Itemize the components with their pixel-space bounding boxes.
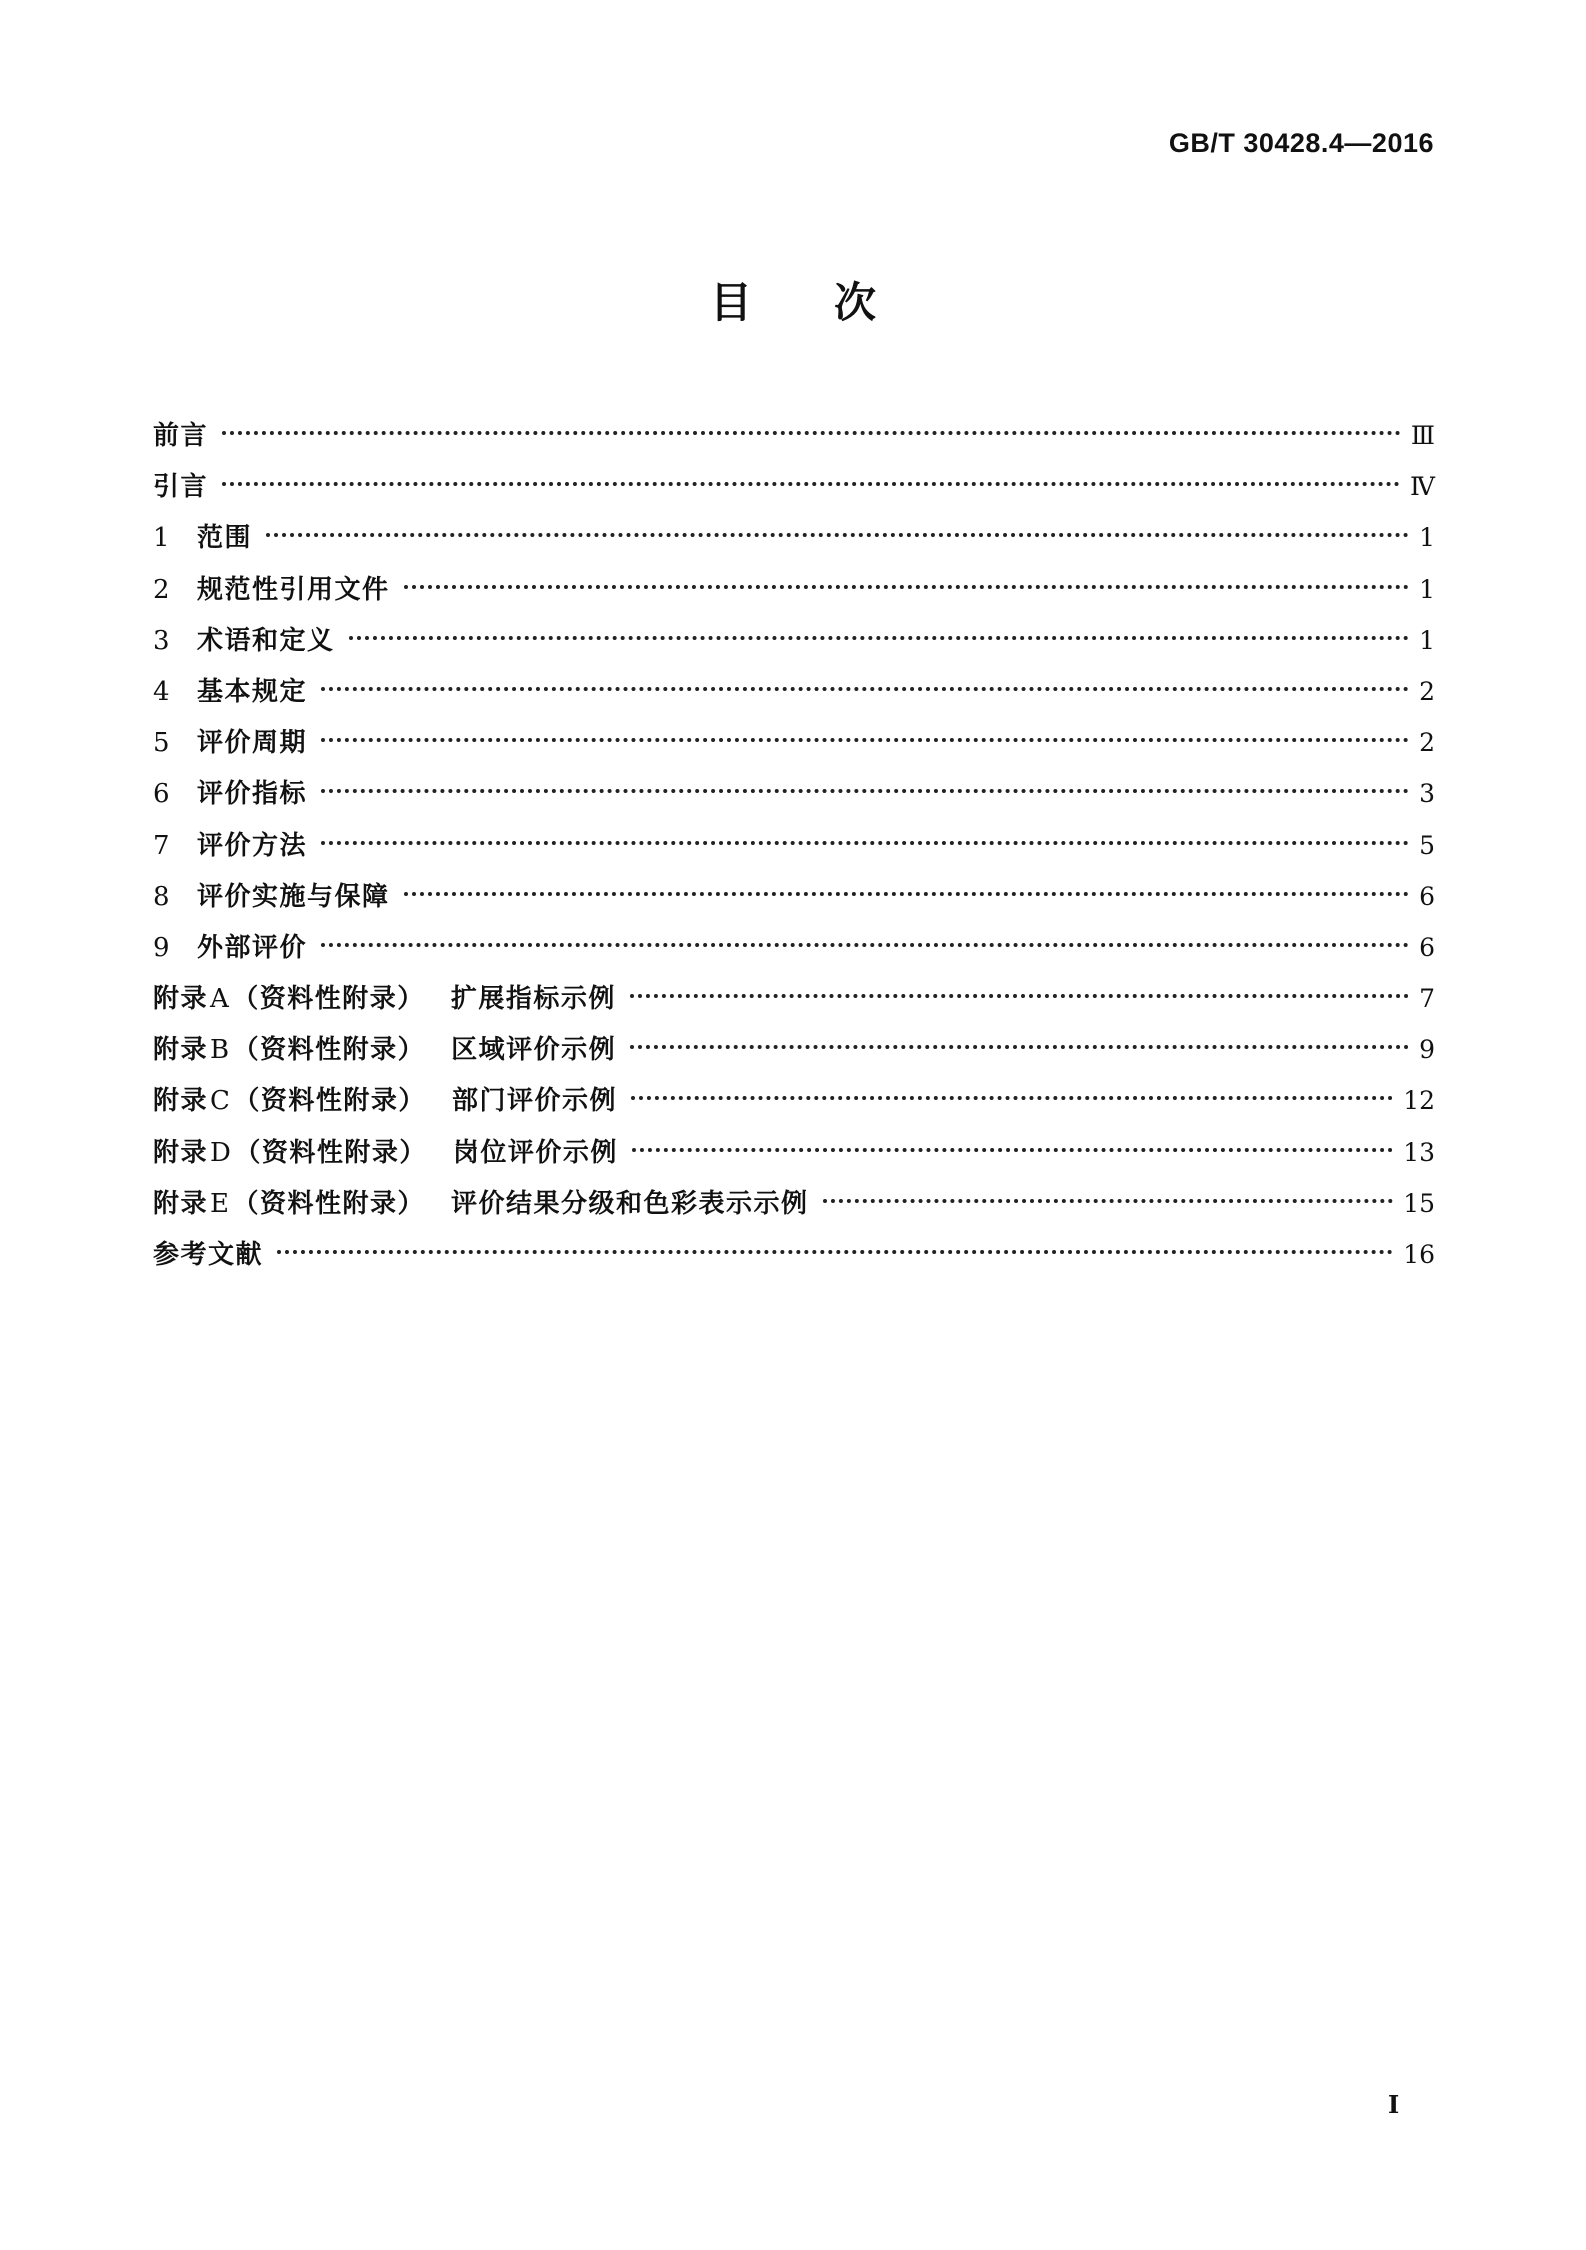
annex-letter: C <box>210 1086 232 1117</box>
annex-type: （资料性附录） <box>232 984 425 1015</box>
toc-entry-label: 评价实施与保障 <box>197 881 390 912</box>
standard-code: GB/T 30428.4—2016 <box>1168 128 1434 158</box>
annex-type: （资料性附录） <box>232 1035 426 1066</box>
toc-entry-page: Ⅲ <box>1410 421 1435 450</box>
toc-entry-clause-2[interactable] <box>153 564 1435 615</box>
toc-entry-annex-c[interactable] <box>153 1075 1435 1126</box>
annex-prefix: 附录 <box>153 1188 209 1219</box>
dot-leader <box>349 636 1409 640</box>
toc-entry-annex-e[interactable] <box>153 1178 1435 1229</box>
toc-entry-label <box>153 1128 618 1179</box>
toc-entry-page: 3 <box>1419 779 1435 809</box>
toc-entry-number: 7 <box>153 830 170 861</box>
dot-leader <box>277 1250 1393 1254</box>
toc-entry-page: 16 <box>1403 1240 1435 1269</box>
toc-entry-number: 1 <box>153 523 170 554</box>
toc-entry-clause-3[interactable] <box>153 615 1435 666</box>
toc-entry-bibliography[interactable] <box>153 1229 1435 1280</box>
toc-entry-label: 范围 <box>197 523 253 554</box>
annex-type: （资料性附录） <box>233 1086 426 1117</box>
toc-entry-foreword[interactable] <box>153 410 1435 461</box>
dot-leader <box>321 943 1409 947</box>
toc-entry-label <box>153 1076 617 1127</box>
annex-type: （资料性附录） <box>232 1188 426 1219</box>
toc-entry-number: 4 <box>153 676 170 707</box>
toc-entry-label: 前言 <box>153 421 209 451</box>
toc-entry-label: 评价指标 <box>197 779 308 810</box>
annex-title: 部门评价示例 <box>451 1086 617 1117</box>
toc-entry-number: 8 <box>153 881 170 912</box>
dot-leader <box>404 585 1409 589</box>
toc-entry-introduction[interactable] <box>153 461 1435 512</box>
dot-leader <box>404 892 1409 896</box>
annex-title: 岗位评价示例 <box>452 1137 618 1168</box>
toc-entry-label: 术语和定义 <box>197 625 335 656</box>
toc-entry-clause-4[interactable] <box>153 666 1435 717</box>
toc-entry-page: 6 <box>1419 932 1435 962</box>
toc-entry-label <box>153 1179 809 1230</box>
toc-entry-annex-b[interactable] <box>153 1024 1435 1075</box>
toc-entry-page: Ⅳ <box>1410 472 1435 502</box>
dot-leader <box>630 994 1409 998</box>
annex-title: 区域评价示例 <box>451 1035 617 1066</box>
toc-entry-label: 引言 <box>153 472 209 503</box>
toc-entry-clause-9[interactable] <box>153 922 1435 973</box>
toc-entry-label <box>153 1025 616 1076</box>
dot-leader <box>631 1096 1393 1100</box>
dot-leader <box>222 482 1400 486</box>
toc-entry-label: 外部评价 <box>197 932 308 963</box>
toc-entry-page: 1 <box>1419 523 1435 553</box>
dot-leader <box>321 687 1409 691</box>
dot-leader <box>222 431 1401 435</box>
toc-entry-page: 2 <box>1419 728 1435 758</box>
toc-entry-label: 参考文献 <box>153 1240 264 1270</box>
toc-entry-annex-d[interactable] <box>153 1127 1435 1178</box>
toc-entry-page: 15 <box>1403 1188 1435 1218</box>
toc-entry-page: 13 <box>1403 1137 1435 1167</box>
toc-entry-page: 1 <box>1419 625 1435 655</box>
dot-leader <box>823 1199 1394 1203</box>
dot-leader <box>321 789 1409 793</box>
annex-prefix: 附录 <box>153 1086 209 1117</box>
toc-entry-clause-1[interactable] <box>153 512 1435 563</box>
toc-entry-number: 6 <box>153 779 170 810</box>
dot-leader <box>321 841 1409 845</box>
dot-leader <box>321 738 1409 742</box>
annex-letter: B <box>210 1035 231 1066</box>
annex-title: 扩展指标示例 <box>450 984 616 1015</box>
toc-entry-label: 评价周期 <box>197 728 308 759</box>
toc-entry-page: 7 <box>1419 984 1435 1014</box>
table-of-contents <box>153 410 1435 1280</box>
annex-type: （资料性附录） <box>234 1137 427 1168</box>
annex-letter: D <box>210 1137 233 1168</box>
toc-entry-number: 5 <box>153 728 170 759</box>
toc-entry-clause-6[interactable] <box>153 768 1435 819</box>
page-title: 目次 <box>709 278 958 327</box>
dot-leader <box>630 1045 1409 1049</box>
toc-entry-label: 基本规定 <box>197 676 308 707</box>
toc-entry-page: 5 <box>1419 830 1435 860</box>
toc-entry-page: 12 <box>1403 1086 1435 1116</box>
dot-leader <box>632 1148 1393 1152</box>
toc-entry-number: 9 <box>153 932 170 963</box>
toc-entry-label: 评价方法 <box>197 830 308 861</box>
annex-prefix: 附录 <box>153 984 209 1015</box>
toc-entry-number: 3 <box>153 625 170 656</box>
toc-entry-page: 2 <box>1419 676 1435 706</box>
page-number: I <box>1388 2090 1400 2119</box>
toc-entry-label <box>153 974 616 1025</box>
annex-letter: E <box>210 1188 231 1219</box>
toc-entry-page: 1 <box>1419 574 1435 604</box>
toc-entry-clause-5[interactable] <box>153 717 1435 768</box>
annex-prefix: 附录 <box>153 1035 209 1066</box>
toc-entry-page: 6 <box>1419 881 1435 911</box>
toc-entry-clause-8[interactable] <box>153 871 1435 922</box>
annex-letter: A <box>210 984 231 1015</box>
toc-entry-clause-7[interactable] <box>153 820 1435 871</box>
annex-prefix: 附录 <box>153 1137 209 1168</box>
toc-entry-page: 9 <box>1419 1035 1435 1065</box>
toc-entry-annex-a[interactable] <box>153 973 1435 1024</box>
annex-title: 评价结果分级和色彩表示示例 <box>451 1188 809 1219</box>
dot-leader <box>266 533 1409 537</box>
toc-entry-number: 2 <box>153 574 170 605</box>
toc-entry-label: 规范性引用文件 <box>197 574 390 605</box>
